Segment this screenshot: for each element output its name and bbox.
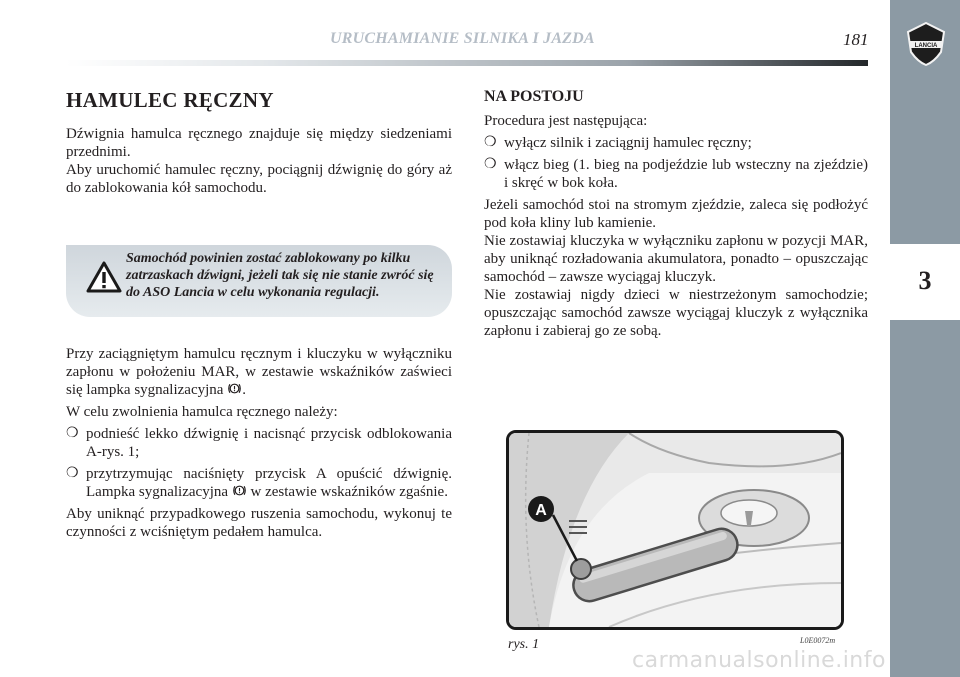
- lamp-paragraph-end: .: [242, 382, 246, 398]
- lamp-paragraph: [66, 345, 452, 399]
- warning-box: [66, 245, 452, 317]
- running-header: URUCHAMIANIE SILNIKA I JAZDA: [330, 30, 595, 47]
- watermark: carmanualsonline.info: [632, 648, 886, 673]
- figure-image-code: L0E0072m: [800, 636, 836, 645]
- right-column: [484, 88, 868, 340]
- procedure-intro: Procedura jest następująca:: [484, 113, 648, 129]
- bullet-marker: ❍: [66, 426, 79, 441]
- logo-text: LANCIA: [914, 43, 938, 49]
- intro-paragraph-2: Aby uruchomić hamulec ręczny, pociągnij dźwignię do góry aż do zablokowania kół samochodu.: [66, 162, 452, 196]
- brake-warning-lamp-icon: [227, 381, 242, 396]
- procedure-step-2: [484, 156, 868, 192]
- intro-paragraph-1: Dźwignia hamulca ręcznego znajduje się między siedzeniami przednimi.: [66, 126, 452, 160]
- procedure-step-2-text: włącz bieg (1. bieg na podjeździe lub wsteczny na zjeździe) i skręć w bok koła.: [504, 157, 868, 191]
- bullet-marker: ❍: [484, 135, 497, 150]
- release-step-2-part-1: przytrzymując naciśnięty przycisk A opuścić dźwignię. Lampka sygnalizacyjna: [86, 466, 452, 500]
- procedure-step-1: [484, 134, 868, 152]
- procedure-step-1-text: wyłącz silnik i zaciągnij hamulec ręczny;: [504, 135, 752, 151]
- bullet-marker: ❍: [484, 157, 497, 172]
- release-step-2: [66, 465, 452, 501]
- release-step-2-text: [86, 465, 452, 501]
- header-rule: [66, 60, 868, 66]
- warning-triangle-icon: [86, 261, 122, 293]
- lamp-paragraph-text: Przy zaciągniętym hamulcu ręcznym i kluczyku w wyłączniku zapłonu w położeniu MAR, w zestawie wskaźników zaświeci się lampka sygnalizacyjna: [66, 346, 452, 398]
- brake-warning-lamp-icon: [232, 483, 247, 498]
- lancia-logo: [906, 22, 946, 66]
- chapter-number: 3: [918, 266, 932, 295]
- callout-a-label: A: [535, 502, 547, 519]
- warning-text: Samochód powinien zostać zablokowany po kilku zatrzaskach dźwigni, jeżeli tak się nie stanie zwróć się do ASO Lancia w celu wykonania regulacji.: [126, 251, 434, 300]
- figure-caption: rys. 1: [508, 637, 540, 652]
- wheel-chocks-paragraph: Jeżeli samochód stoi na stromym zjeździe, zaleca się podłożyć pod koła kliny lub kamienie.: [484, 197, 868, 231]
- ignition-key-paragraph: Nie zostawiaj kluczyka w wyłączniku zapłonu w pozycji MAR, aby uniknąć rozładowania akumulatora, ponadto – opuszczając samochód – zawsze wyciągaj kluczyk.: [484, 233, 868, 285]
- left-column: [66, 88, 452, 541]
- release-intro: W celu zwolnienia hamulca ręcznego należy:: [66, 404, 338, 420]
- page-number: 181: [843, 30, 869, 49]
- parking-subheading: NA POSTOJU: [484, 88, 584, 105]
- handbrake-figure: [506, 430, 844, 630]
- release-step-1: [66, 425, 452, 461]
- side-band: [890, 0, 960, 677]
- bullet-marker: ❍: [66, 466, 79, 481]
- release-step-2-part-2: w zestawie wskaźników zgaśnie.: [250, 484, 448, 500]
- chapter-tab[interactable]: [890, 244, 960, 320]
- closing-paragraph: Aby uniknąć przypadkowego ruszenia samochodu, wykonuj te czynności z wciśniętym pedałem hamulca.: [66, 506, 452, 540]
- section-title: HAMULEC RĘCZNY: [66, 88, 274, 112]
- children-safety-paragraph: Nie zostawiaj nigdy dzieci w niestrzeżonym samochodzie; opuszczając samochód zawsze wyciągaj kluczyk z wyłącznika zapłonu i zabieraj go ze sobą.: [484, 287, 868, 339]
- release-step-1-text: podnieść lekko dźwignię i nacisnąć przycisk odblokowania A-rys. 1;: [86, 426, 452, 460]
- handbrake-illustration: [509, 433, 841, 627]
